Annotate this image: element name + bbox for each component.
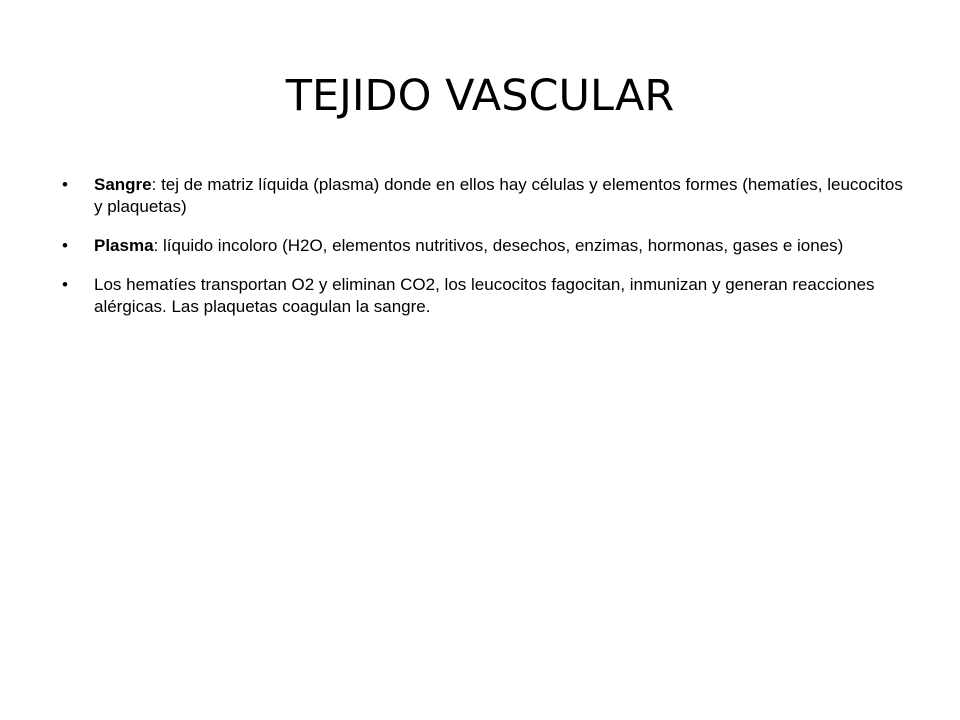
bullet-icon: • <box>62 236 68 255</box>
bullet-item-sangre <box>62 174 912 218</box>
bullet-item-funciones <box>62 274 912 318</box>
bullet-list <box>62 174 912 335</box>
bullet-term: Sangre <box>94 175 152 194</box>
bullet-item-plasma <box>62 235 912 257</box>
bullet-text: : líquido incoloro (H2O, elementos nutritivos, desechos, enzimas, hormonas, gases e iones) <box>153 236 844 255</box>
bullet-icon: • <box>62 175 68 194</box>
bullet-term: Plasma <box>94 236 154 255</box>
bullet-text: Los hematíes transportan O2 y eliminan CO2, los leucocitos fagocitan, inmunizan y generan reacciones alérgicas. Las plaquetas coagulan la sangre. <box>94 275 875 316</box>
bullet-icon: • <box>62 275 68 294</box>
slide-title: TEJIDO VASCULAR <box>285 71 675 121</box>
bullet-text: : tej de matriz líquida (plasma) donde en ellos hay células y elementos formes (hematíes, leucocitos y plaquetas) <box>94 175 903 216</box>
